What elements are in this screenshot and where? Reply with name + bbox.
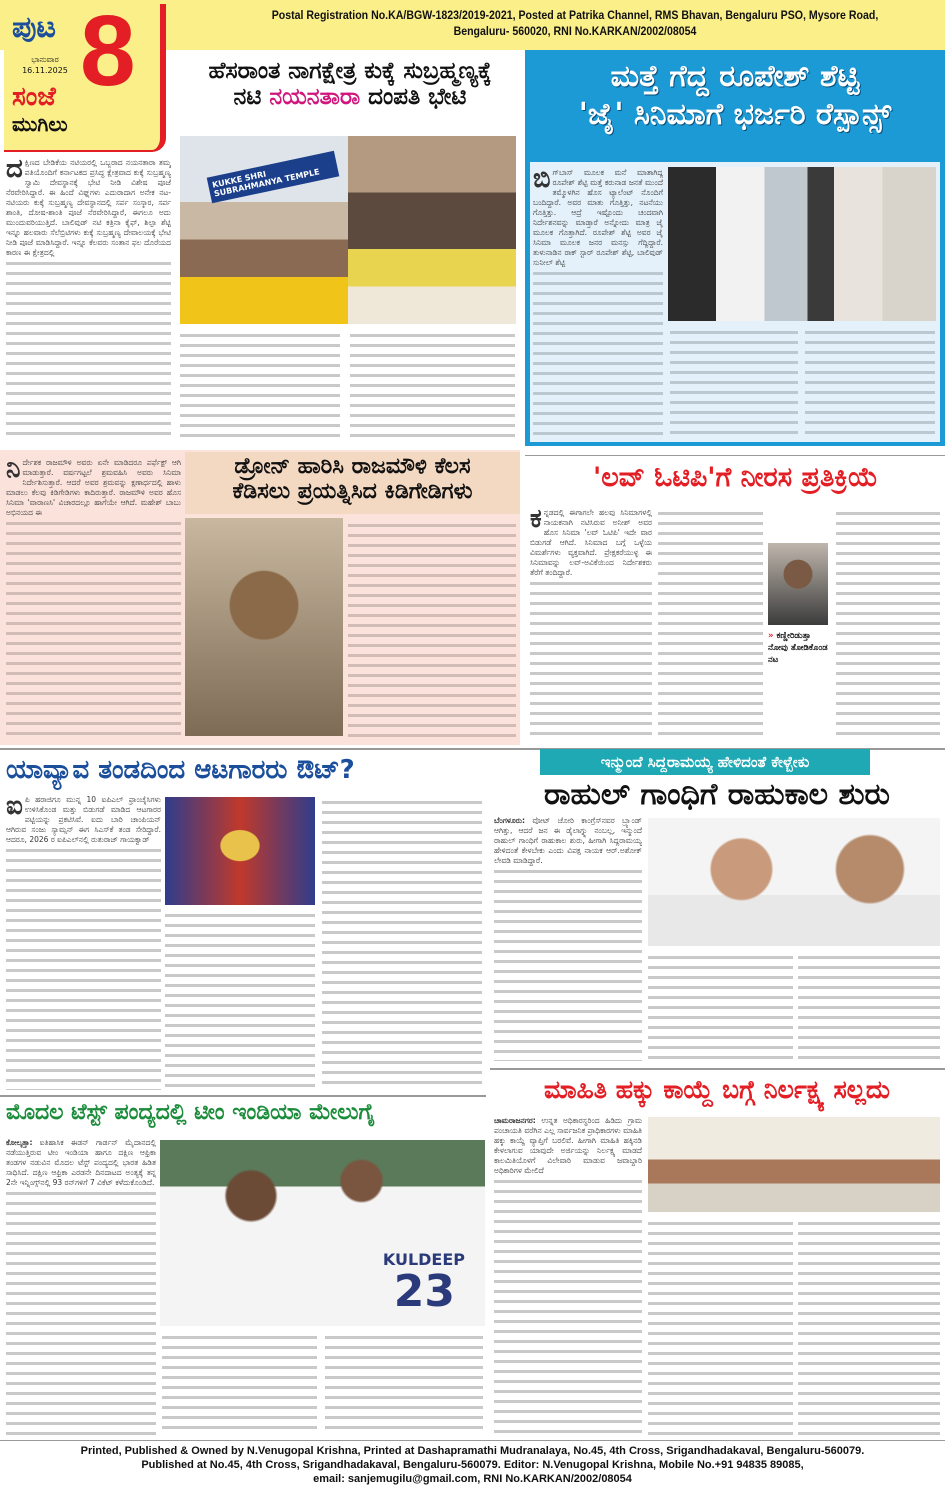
test-col2: [162, 1332, 317, 1436]
rti-col2: [648, 1218, 793, 1436]
rti-meeting-photo: [648, 1117, 940, 1212]
ipl-body: ಐಪಿ ಹರಾಜಿಗೂ ಮುನ್ನ 10 ಐಪಿಎಲ್ ಫ್ರಾಂಚೈಸಿಗಳು ಉಳಿಸಿಕೊಂಡ ಮತ್ತು ಬಿಡುಗಡೆ ಮಾಡಿದ ಆಟಗಾರರ ಪಟ್ಟಿಯನ್ನು ಪ್ರಕಟಿಸಿವೆ. ಐದು ಬಾರಿ ಚಾಂಪಿಯನ್ ಆಗಿರುವ ಸಂಜು ಸ್ಯಾಮ್ಸನ್ ಈಗ ಸಿಎಸ್‌ಕೆ ತಂಡ ಸೇರಿದ್ದಾರೆ. ಆದರೂ, 2026 ರ ಐಪಿಎಲ್‌ನಲ್ಲಿ ರುತುರಾಜ್ ಗಾಯಕ್ವಾಡ್: [6, 795, 161, 1090]
nayanthara-col2: [180, 330, 340, 440]
issue-date: ಭಾನುವಾರ 16.11.2025: [22, 55, 68, 75]
love-otp-headline: 'ಲವ್ ಓಟಿಪಿ'ಗೆ ನೀರಸ ಪ್ರತಿಕ್ರಿಯೆ: [592, 462, 879, 493]
nayanthara-temple-photo: [180, 136, 348, 324]
roopesh-headline: ಮತ್ತೆ ಗೆದ್ದ ರೂಪೇಶ್ ಶೆಟ್ಟಿ 'ಜೈ' ಸಿನಿಮಾಗೆ ಭರ್ಜರಿ ರೆಸ್ಪಾನ್ಸ್: [578, 59, 892, 132]
test-players-photo: [160, 1140, 485, 1326]
ipl-trophy-photo: [165, 797, 315, 905]
love-otp-col3: [836, 508, 940, 740]
ipl-col3: [322, 797, 482, 1090]
ipl-col2: [165, 910, 315, 1090]
test-col3: [325, 1332, 483, 1436]
rahul-body: ಬೆಂಗಳೂರು: ವೋಟ್ ಚೋರಿ ಕಾಂಗ್ರೆಸ್‌ನವರ ಬ್ರ್ಯಾಂಡ್ ಆಗಿತ್ತು, ಆದರೆ ಜನ ಈ ಡೈಲಾಗ್ನ್ನು ನಂಬಲ್ಲ, ಇನ್ಮುಂದೆ ರಾಹುಲ್ ಗಾಂಧಿಗೆ ರಾಹುಕಾಲ ಶುರು, ಹೀಗಾಗಿ ಸಿದ್ದರಾಮಯ್ಯ ಹೇಳಿದಂತೆ ಕೇಳಬೇಕು ಎಂದು ವಿಪಕ್ಷ ನಾಯಕ ಆರ್.ಅಶೋಕ್ ಲೇವಡಿ ಮಾಡಿದ್ದಾರೆ.: [494, 816, 642, 1061]
love-otp-actor-photo: [768, 543, 828, 625]
rajamouli-headline: ಡ್ರೋನ್ ಹಾರಿಸಿ ರಾಜಮೌಳಿ ಕೆಲಸ ಕೆಡಿಸಲು ಪ್ರಯತ್ನಿಸಿದ ಕಿಡಿಗೇಡಿಗಳು: [185, 452, 520, 514]
roopesh-body: ಬಿಗ್‌ಬಾಸ್ ಮೂಲಕ ಮನೆ ಮಾತಾಗಿದ್ದ ರೂಪೇಶ್ ಶೆಟ್ಟಿ ಮತ್ತೆ ಕರುನಾಡ ಜನತೆ ಮುಂದೆ ತಮ್ಮೊಳಗಿನ ಹೊಸ ಟ್ಯಾಲೆಂಟ್ ನೊಂದಿಗೆ ಬಂದಿದ್ದಾರೆ. ಅವರ ಮಾತು ಗೊತ್ತಿತ್ತು, ನಟನೆಯು ಗೊತ್ತಿತ್ತು. ಆದ್ರೆ ಇಷ್ಟೊಂದು ಚಂದವಾಗಿ ನಿರ್ದೇಶನವನ್ನು ಮಾಡ್ತಾರೆ ಅನ್ನೋದು ಮಾತ್ರ ಜೈ ಮೂಲಕ ಗೊತ್ತಾಗಿದೆ. ರೂಪೇಶ್ ಶೆಟ್ಟಿ ಅವರ ಜೈ ಸಿನಿಮಾ ಮೂಲಕ ಜನರ ಮನಸ್ಸು ಗೆದ್ದಿದ್ದಾರೆ. ತುಳುನಾಡಿನ ರಾಕ್ ಸ್ಟಾರ್ ರೂಪೇಶ್ ಶೆಟ್ಟಿ, ಬಾಲಿವುಡ್ ಸುನೀಲ್ ಶೆಟ್ಟಿ: [533, 168, 663, 438]
nayanthara-crowd-photo: [348, 136, 516, 324]
rti-headline: ಮಾಹಿತಿ ಹಕ್ಕು ಕಾಯ್ದೆ ಬಗ್ಗೆ ನಿರ್ಲಕ್ಷ್ಯ ಸಲ್ಲದು: [543, 1075, 891, 1104]
temple-sign: KUKKE SHRI SUBRAHMANYA TEMPLE: [207, 151, 340, 203]
paper-name-line2: ಮುಗಿಲು: [12, 112, 68, 136]
page-label: ಪುಟ: [12, 10, 57, 45]
paper-name-line1: ಸಂಜೆ: [12, 82, 56, 112]
love-otp-body: ಕನ್ನಡದಲ್ಲಿ ಈಗಾಗಲೇ ಹಲವು ಸಿನಿಮಾಗಳಲ್ಲಿ ನಾಯಕನಾಗಿ ನಟಿಸಿರುವ ಅನೀಶ್ ಅವರ ಹೊಸ ಸಿನಿಮಾ 'ಲವ್ ಓಟಿಪಿ' ಇದೇ ವಾರ ಬಿಡುಗಡೆ ಆಗಿದೆ. ಸಿನಿಮಾದ ಬಗ್ಗೆ ಒಳ್ಳೆಯ ವಿಮರ್ಶೆಗಳು ವ್ಯಕ್ತವಾಗಿದೆ. ಪ್ರೇಕ್ಷಕರೆಯುಳ್ಳ ಈ ಸಿನಿಮಾವನ್ನು ಲವ್-ಅವಿಕೆಯಿಂದ ನಿರ್ದೇಶಕರು ತೆರೆಗೆ ತಂದಿದ್ದಾರೆ.: [530, 508, 652, 740]
rti-col3: [798, 1218, 940, 1436]
nayanthara-body: ದಕ್ಷಿಣದ ಬೇಡಿಕೆಯ ನಟಿಯರಲ್ಲಿ ಒಬ್ಬರಾದ ನಯನತಾರಾ ತಮ್ಮ ಪತಿಯೊಂದಿಗೆ ಕರ್ನಾಟಕದ ಪ್ರಸಿದ್ಧ ಕ್ಷೇತ್ರವಾದ ಕುಕ್ಕೆ ಸುಬ್ರಹ್ಮಣ್ಯ ಸ್ವಾಮಿ ದೇವಸ್ಥಾನಕ್ಕೆ ಭೇಟಿ ನೀಡಿ ವಿಶೇಷ ಪೂಜೆ ನೆರವೇರಿಸಿದ್ದಾರೆ. ಈ ಹಿಂದೆ ವಿಘ್ನಗಳು ಎದುರಾದಾಗ ಅನೇಕ ನಟ-ನಟಿಯರು ಕುಕ್ಕೆ ಸುಬ್ರಹ್ಮಣ್ಯ ದೇವಸ್ಥಾನದಲ್ಲಿ ಸರ್ಪ ಸಂಸ್ಕಾರ, ಸರ್ಪ ಶಾಂತಿ, ದೋಷ-ಶಾಂತಿ ಪೂಜೆ ನೆರವೇರಿಸಿದ್ದಾರೆ, ಈಗಲೂ ಅದು ಮುಂದುವರಿಯುತ್ತಿದೆ. ಬಾಲಿವುಡ್ ನಟಿ ಕತ್ರಿನಾ ಕೈಫ್, ಶಿಲ್ಪಾ ಶೆಟ್ಟಿ ಇನ್ನೂ ಹಲವಾರು ಸೆಲೆಬ್ರಿಟಿಗಳು ಕುಕ್ಕೆ ಸುಬ್ರಹ್ಮಣ್ಯ ದೇವಾಲಯಕ್ಕೆ ಭೇಟಿ ನೀಡಿ ಪೂಜೆ ಮಾಡಿಸಿದ್ದಾರೆ. ಇನ್ನೂ ಕೆಲವರು ಸಂತಾನ ಫಲ ದೊರೆಯದ ಕಾರಣ ಈ ಕ್ಷೇತ್ರದಲ್ಲಿ: [6, 158, 171, 440]
love-otp-photo-caption: » ಕಣ್ಣೀರಿಡುತ್ತಾ ನೋವು ತೋಡಿಕೊಂಡ ನಟ: [768, 631, 828, 665]
divider: [0, 1440, 945, 1441]
divider: [490, 1068, 945, 1070]
rajamouli-body: ನಿರ್ದೇಶಕ ರಾಜಮೌಳಿ ಅವರು ಏನೇ ಮಾಡಿದರೂ ಪರ್ಫೆಕ್ಟ್ ಆಗಿ ಮಾಡುತ್ತಾರೆ. ವರ್ಷಗಟ್ಟಲೆ ಶ್ರಮವಹಿಸಿ ಅವರು ಸಿನಿಮಾ ನಿರ್ದೇಶಿಸುತ್ತಾರೆ. ಆದರೆ ಅವರ ಶ್ರಮವನ್ನು ಕ್ಷಣಾರ್ಧದಲ್ಲಿ ಹಾಳು ಮಾಡಲು ಕೆಲವು ಕಿಡಿಗೇಡಿಗಳು ಕಾದಿರುತ್ತಾರೆ. ರಾಜಮೌಳಿ ಅವರ ಹೊಸ ಸಿನಿಮಾ 'ವಾರಾಣಸಿ' ವಿಚಾರದಲ್ಲೂ ಹಾಗೆಯೇ ಆಗಿದೆ. ಮಹೇಶ್ ಬಾಬು ಅಭಿನಯದ ಈ: [6, 458, 181, 738]
roopesh-photo: [668, 167, 936, 321]
nayanthara-headline: ಹೆಸರಾಂತ ನಾಗಕ್ಷೇತ್ರ ಕುಕ್ಕೆ ಸುಬ್ರಹ್ಮಣ್ಯಕ್ಕೆ ನಟಿ ನಯನತಾರಾ ದಂಪತಿ ಭೇಟಿ: [208, 58, 492, 111]
rti-body: ಚಾಮರಾಜನಗರ: ಉನ್ನತ ಅಧಿಕಾರಸ್ಥರಿಂದ ಹಿಡಿದು ಗ್ರಾಮ ಪಂಚಾಯತಿ ವರೆಗಿನ ಎಲ್ಲ ಸಾರ್ವಜನಿಕ ಪ್ರಾಧಿಕಾರಗಳು ಮಾಹಿತಿ ಹಕ್ಕು ಕಾಯ್ದೆ ವ್ಯಾಪ್ತಿಗೆ ಬರಲಿವೆ. ಹೀಗಾಗಿ ಮಾಹಿತಿ ಹಕ್ಕಿನಡಿ ಕೇಳಲಾಗುವ ಯಾವುದೇ ಅರ್ಜಿಯನ್ನು ನಿರ್ಲಕ್ಷ್ಯ ಮಾಡದೆ ಕಾಲಮಿತಿಯೊಳಗೆ ವಿಲೇವಾರಿ ಮಾಡುವ ಜವಾಬ್ದಾರಿ ಅಧಿಕಾರಿಗಳ ಮೇಲಿದೆ: [494, 1116, 642, 1436]
test-headline: ಮೊದಲ ಟೆಸ್ಟ್ ಪಂದ್ಯದಲ್ಲಿ ಟೀಂ ಇಂಡಿಯಾ ಮೇಲುಗೈ: [6, 1100, 375, 1125]
jersey-number: 23: [393, 1266, 455, 1317]
divider: [525, 455, 945, 456]
love-otp-col2: [658, 508, 763, 740]
ipl-headline: ಯಾವ್ಯಾವ ತಂಡದಿಂದ ಆಟಗಾರರು ಔಟ್?: [6, 755, 355, 785]
rahul-col3: [798, 952, 940, 1060]
jersey-name: KULDEEP: [382, 1250, 465, 1269]
divider: [0, 1095, 486, 1097]
rahul-kicker: ಇನ್ಮುಂದೆ ಸಿದ್ದರಾಮಯ್ಯ ಹೇಳಿದಂತೆ ಕೇಳ್ಬೇಕು: [540, 749, 870, 775]
roopesh-col2: [670, 327, 798, 439]
test-body: ಕೋಲ್ಕತ್ತಾ: ಐತಿಹಾಸಿಕ ಈಡನ್ ಗಾರ್ಡನ್ ಮೈದಾನದಲ್ಲಿ ನಡೆಯುತ್ತಿರುವ ಟೀಂ ಇಂಡಿಯಾ ಹಾಗೂ ದಕ್ಷಿಣ ಆಫ್ರಿಕಾ ತಂಡಗಳ ನಡುವಿನ ಮೊದಲ ಟೆಸ್ಟ್ ಪಂದ್ಯದಲ್ಲಿ ಭಾರತ ಹಿಡಿತ ಸಾಧಿಸಿದೆ. ದಕ್ಷಿಣ ಆಫ್ರಿಕಾ ಎರಡನೇ ದಿನದಾಟದ ಅಂತ್ಯಕ್ಕೆ ತನ್ನ 2ನೇ ಇನ್ನಿಂಗ್ಸ್‌ನಲ್ಲಿ 93 ರನ್‌ಗಳಿಗೆ 7 ವಿಕೆಟ್ ಕಳೆದುಕೊಂಡಿದೆ.: [6, 1138, 156, 1436]
rajamouli-col2: [348, 520, 516, 738]
roopesh-col3: [805, 327, 935, 439]
rahul-headline: ರಾಹುಲ್ ಗಾಂಧಿಗೆ ರಾಹುಕಾಲ ಶುರು: [544, 777, 890, 812]
page-number: 8: [80, 0, 136, 107]
rahul-siddaramaiah-photo: [648, 818, 940, 946]
nayanthara-col3: [350, 330, 515, 440]
postal-registration: Postal Registration No.KA/BGW-1823/2019-2021, Posted at Patrika Channel, RMS Bhavan, Bengaluru PSO, Mysore Road, Bengaluru- 560020, RNI No.KARKAN/2002/08054: [271, 10, 879, 38]
rajamouli-photo: [185, 518, 343, 736]
rahul-col2: [648, 952, 793, 1060]
imprint-footer: Printed, Published & Owned by N.Venugopal Krishna, Printed at Dashapramathi Mudranalaya, No.45, 4th Cross, Srigandhadakaval, Bengaluru-560079. Published at No.45, 4th Cross, Srigandhadakaval, Bengaluru-560079. Editor: N.Venugopal Krishna, Mobile No.+91 94835 89085, email: sanjemugilu@gmail.com, RNI No.KARKAN/2002/08054: [80, 1445, 865, 1485]
